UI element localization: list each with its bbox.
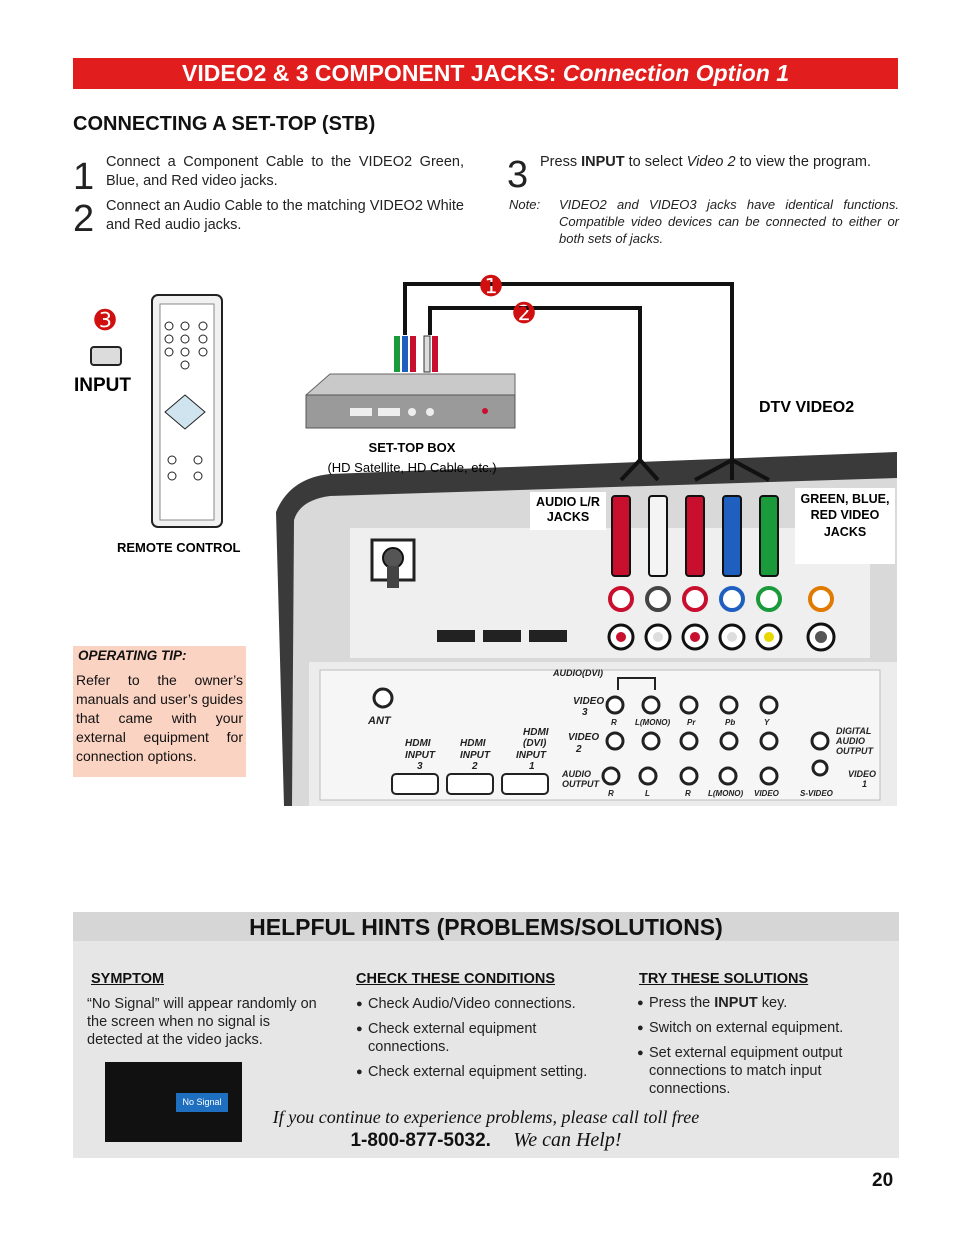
list-item: ● Switch on external equipment. (637, 1019, 877, 1037)
remote-label: REMOTE CONTROL (117, 540, 241, 555)
note-text: VIDEO2 and VIDEO3 jacks have identical functions. Compatible video devices can be connected to either or both sets of jacks. (559, 197, 899, 246)
note-label: Note: (509, 197, 541, 212)
panel-label: HDMI (405, 738, 431, 749)
panel-label: ANT (368, 715, 391, 727)
video-jacks-label: JACKS (823, 525, 867, 539)
panel-label: Pb (725, 718, 736, 727)
audio-jacks-label: AUDIO L/R (536, 495, 600, 509)
panel-label: VIDEO (573, 696, 605, 707)
panel-label: R (611, 718, 617, 727)
panel-label: AUDIO (562, 769, 591, 779)
symptom-text: “No Signal” will appear randomly on the screen when no signal is detected at the video jacks. (87, 996, 317, 1048)
symptom-heading: SYMPTOM (91, 971, 165, 987)
panel-label: 1 (529, 761, 535, 772)
step-text: Connect an Audio Cable to the matching VIDEO2 White and Red audio jacks. (106, 198, 464, 233)
conditions-heading: CHECK THESE CONDITIONS (356, 971, 555, 987)
panel-label: L (645, 789, 650, 798)
callout-2: ➋ (513, 298, 535, 328)
helpful-hints-panel (73, 912, 899, 1158)
operating-tip (73, 646, 246, 777)
input-label: INPUT (74, 375, 131, 396)
video-jacks-label: RED VIDEO (810, 508, 880, 522)
hints-title: HELPFUL HINTS (PROBLEMS/SOLUTIONS) (73, 912, 899, 941)
panel-label: AUDIO(DVI) (553, 668, 603, 678)
phone-number: 1-800-877-5032. (350, 1130, 491, 1151)
tip-title: OPERATING TIP: (78, 648, 187, 663)
step-number: 3 (507, 154, 529, 196)
panel-label: R (608, 789, 614, 798)
step-number: 1 (73, 156, 95, 198)
panel-label: INPUT (405, 750, 435, 761)
section-heading: CONNECTING A SET-TOP (STB) (73, 113, 376, 135)
solutions-heading: TRY THESE SOLUTIONS (639, 971, 809, 987)
panel-label: VIDEO (754, 789, 779, 798)
help-text: We can Help! (513, 1129, 622, 1151)
step-text: Connect a Component Cable to the VIDEO2 Green, Blue, and Red video jacks. (106, 154, 464, 189)
dtv-video2-label: DTV VIDEO2 (759, 399, 855, 416)
conditions-list (356, 995, 616, 1088)
panel-label: L(MONO) (708, 789, 744, 798)
set-top-box (306, 374, 515, 428)
video-jacks-label: GREEN, BLUE, (800, 492, 890, 506)
audio-jacks-label: JACKS (546, 510, 590, 524)
step-number: 2 (73, 198, 95, 240)
panel-label: R (685, 789, 691, 798)
call-line: If you continue to experience problems, please call toll free (272, 1107, 700, 1127)
panel-label: AUDIO (836, 736, 865, 746)
page-number: 20 (872, 1170, 894, 1191)
panel-label: 2 (576, 744, 582, 755)
panel-label: 3 (417, 761, 423, 772)
panel-label: DIGITAL (836, 726, 872, 736)
panel-label: OUTPUT (562, 779, 599, 789)
panel-label: HDMI (523, 727, 549, 738)
tip-body: Refer to the owner’s manuals and user’s guides that came with your external equipment for connection options. (76, 672, 243, 764)
panel-label: 2 (472, 761, 478, 772)
stb-sub-label: (HD Satellite, HD Cable, etc.) (327, 460, 497, 475)
panel-label: 3 (582, 707, 588, 718)
panel-label: 1 (862, 779, 868, 789)
callout-1: ➊ (480, 271, 502, 301)
callout-3: ➌ (94, 305, 116, 335)
panel-label: Pr (687, 718, 696, 727)
panel-label: INPUT (460, 750, 490, 761)
list-item: ● Check Audio/Video connections. (356, 995, 616, 1013)
hdmi-slots-top (437, 630, 567, 642)
solutions-list (637, 994, 877, 1105)
phone-line (73, 1129, 899, 1152)
panel-label: S-VIDEO (800, 789, 833, 798)
panel-label: VIDEO (848, 769, 877, 779)
no-signal-badge: No Signal (176, 1093, 228, 1112)
step-text: Press INPUT to select Video 2 to view the program. (540, 154, 871, 170)
stb-label: SET-TOP BOX (368, 440, 456, 455)
banner-title: VIDEO2 & 3 COMPONENT JACKS: (182, 60, 557, 86)
list-item: ● Set external equipment output connections to match input connections. (637, 1044, 877, 1098)
panel-label: OUTPUT (836, 746, 873, 756)
list-item: ● Check external equipment setting. (356, 1063, 616, 1081)
panel-label: Y (764, 718, 770, 727)
antenna-jack (372, 540, 414, 588)
banner-title-italic: Connection Option 1 (562, 60, 789, 86)
panel-label: L(MONO) (635, 718, 671, 727)
list-item: ● Press the INPUT key. (637, 994, 877, 1012)
panel-label: INPUT (516, 750, 546, 761)
panel-label: VIDEO (568, 732, 600, 743)
list-item: ● Check external equipment connections. (356, 1020, 616, 1056)
panel-label: (DVI) (523, 738, 547, 749)
panel-label: HDMI (460, 738, 486, 749)
